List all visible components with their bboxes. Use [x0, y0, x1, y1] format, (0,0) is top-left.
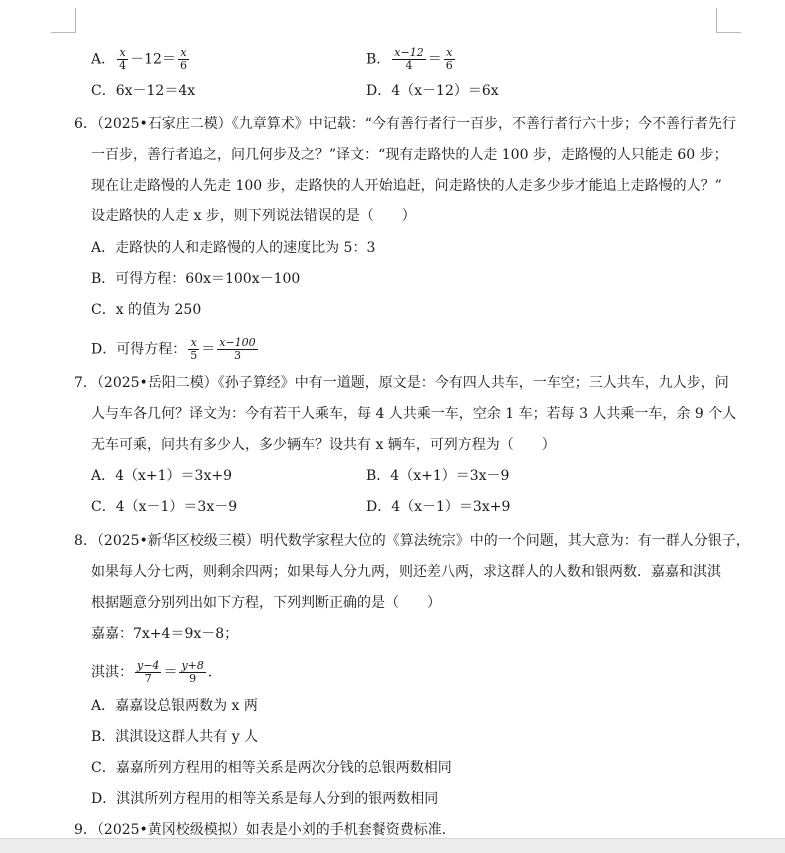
- page-corner-mark-right: [716, 8, 741, 33]
- prev-option-d: D．4（x－12）＝6x: [366, 83, 499, 99]
- prev-option-c: C．6x－12＝4x: [91, 83, 196, 99]
- q8-equation-jiajia: 嘉嘉：7x+4＝9x－8；: [91, 626, 239, 642]
- q7-option-a: A．4（x+1）＝3x+9: [91, 468, 232, 484]
- q7-option-b: B．4（x+1）＝3x－9: [366, 468, 510, 484]
- page-corner-mark-left: [51, 8, 76, 33]
- q8-equation-qiqi: 淇淇： $\frac{y-4}{7}$ ＝ $\frac{y+8}{9}$ ．: [91, 659, 222, 685]
- q8-option-a: A．嘉嘉设总银两数为 x 两: [91, 698, 258, 714]
- q6-stem-line-2: 一百步，善行者追之，问几何步及之？”译文：“现有走路快的人走 100 步，走路慢的人只能走 60 步；: [91, 147, 728, 163]
- q6-stem-line-3: 现在让走路慢的人先走 100 步，走路快的人开始追赶，问走路快的人走多少步才能追上走路慢的人？”: [91, 178, 722, 194]
- prev-option-a: A． $\frac{x}{4}$ －12＝ $\frac{x}{6}$: [91, 46, 187, 72]
- q8-stem-line-2: 如果每人分七两，则剩余四两；如果每人分九两，则还差八两，求这群人的人数和银两数．嘉嘉和淇淇: [91, 564, 721, 580]
- q7-stem-line-1: 7．（2025•岳阳二模）《孙子算经》中有一道题，原文是：今有四人共车，一车空；三人共车，九人步，问: [74, 375, 729, 391]
- q6-stem-line-4: 设走路快的人走 x 步，则下列说法错误的是（ ）: [91, 208, 416, 224]
- q8-stem-line-3: 根据题意分别列出如下方程，下列判断正确的是（ ）: [91, 595, 441, 611]
- q8-stem-line-1: 8．（2025•新华区校级三模）明代数学家程大位的《算法统宗》中的一个问题，其大意为：有一群人分银子，: [74, 533, 750, 549]
- q9-stem-line-1: 9．（2025•黄冈校级模拟）如表是小刘的手机套餐资费标准．: [74, 822, 456, 838]
- q8-option-b: B．淇淇设这群人共有 y 人: [91, 729, 259, 745]
- page-bottom-edge: [0, 838, 785, 853]
- q6-option-b: B．可得方程：60x＝100x－100: [91, 271, 301, 287]
- q8-option-c: C．嘉嘉所列方程用的相等关系是两次分钱的总银两数相同: [91, 760, 452, 776]
- q6-option-d: D．可得方程： $\frac{x}{5}$ ＝ $\frac{x-100}{3}$: [91, 336, 256, 362]
- q7-option-c: C．4（x－1）＝3x－9: [91, 499, 238, 515]
- q7-stem-line-3: 无车可乘，问共有多少人，多少辆车？设共有 x 辆车，可列方程为（ ）: [91, 437, 556, 453]
- q7-option-d: D．4（x－1）＝3x+9: [366, 499, 511, 515]
- q6-stem-line-1: 6．（2025•石家庄二模）《九章算术》中记载：“今有善行者行一百步，不善行者行六十步；今不善行者先行: [74, 116, 736, 132]
- q8-option-d: D．淇淇所列方程用的相等关系是每人分到的银两数相同: [91, 791, 439, 807]
- prev-option-b: B． $\frac{x-12}{4}$ ＝ $\frac{x}{6}$: [366, 46, 453, 72]
- q6-option-a: A．走路快的人和走路慢的人的速度比为 5：3: [91, 240, 376, 256]
- q6-option-c: C．x 的值为 250: [91, 302, 202, 318]
- q7-stem-line-2: 人与车各几何？译文为：今有若干人乘车，每 4 人共乘一车，空余 1 车；若每 3 人共乘一车，余 9 个人: [91, 406, 737, 422]
